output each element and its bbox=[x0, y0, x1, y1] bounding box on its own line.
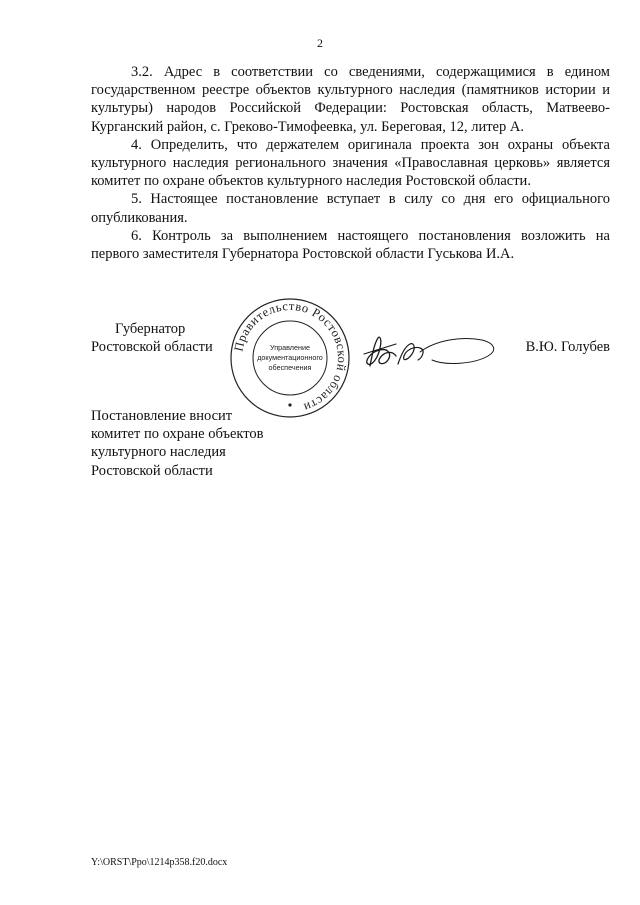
introduced-by-line1: Постановление вносит bbox=[91, 408, 233, 424]
signature-block bbox=[91, 300, 610, 420]
stamp-inner-line3: обеспечения bbox=[268, 363, 312, 372]
stamp-outer-text: Правительство Ростовской области bbox=[231, 298, 350, 415]
paragraph-6: 6. Контроль за выполнением настоящего постановления возложить на первого заместителя Губернатора Ростовской области Гуськова И.А. bbox=[91, 227, 610, 263]
document-body bbox=[91, 63, 610, 263]
official-stamp bbox=[228, 296, 352, 420]
stamp-star-icon bbox=[288, 403, 291, 406]
governor-title-line1: Губернатор bbox=[115, 321, 186, 337]
introduced-by-line3: культурного наследия bbox=[91, 444, 226, 461]
governor-title bbox=[91, 320, 213, 356]
introduced-by-line2: комитет по охране объектов bbox=[91, 426, 264, 443]
paragraph-5: 5. Настоящее постановление вступает в силу со дня его официального опубликования. bbox=[91, 191, 610, 226]
introduced-by-line4: Ростовской области bbox=[91, 462, 213, 479]
paragraph-4: 4. Определить, что держателем оригинала проекта зон охраны объекта культурного наследия регионального значения «Православная церковь» является комитет по охране объектов культурного наследия Ростовской области. bbox=[91, 136, 610, 190]
signer-name: В.Ю. Голубев bbox=[525, 339, 610, 355]
stamp-inner-line2: документационного bbox=[257, 353, 323, 362]
file-path-footer: Y:\ORST\Ppo\1214p358.f20.docx bbox=[91, 857, 228, 868]
introduced-by-note bbox=[91, 407, 264, 480]
paragraph-3-2: 3.2. Адрес в соответствии со сведениями, содержащимися в едином государственном реестре объектов культурного наследия (памятников истории и культуры) народов Российской Федерации: Ростовская область, Матвеево-Курганский район, с. Греково-Тимофеевка, ул. Береговая, 12, литер А. bbox=[91, 64, 610, 135]
page-number: 2 bbox=[317, 36, 323, 50]
handwritten-signature bbox=[362, 330, 502, 374]
governor-title-line2: Ростовской области bbox=[91, 339, 213, 356]
stamp-inner-line1: Управление bbox=[270, 343, 310, 352]
